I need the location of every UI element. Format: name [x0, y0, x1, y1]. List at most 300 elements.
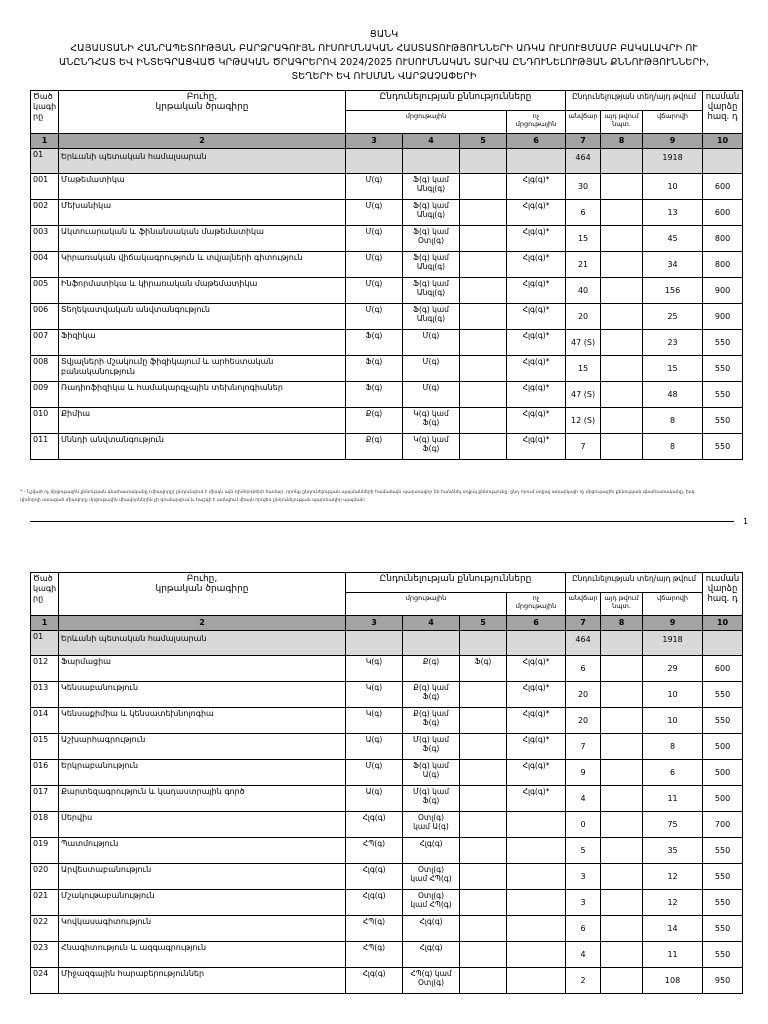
free-subset-places-cell [601, 434, 643, 460]
competitive-exam-1-cell: Կ(գ) [346, 656, 403, 682]
competitive-exam-3-cell: Ֆ(գ) [460, 656, 507, 682]
competitive-exam-1-cell: Կ(գ) [346, 708, 403, 734]
free-places-cell: 47 (S) [566, 382, 601, 408]
footnote-line-1: * - Նշված ոչ մրցութային քննության գնահատականը (միավորը) ընդունվում է միայն այն դիմորդների համար, որոնք ընդունելության պայմանների համաձայն պարտավոր են հանձնել տվյալ քննությունը, ընդ որում տվյալ առարկայի ոչ մրցութային քննության գնահատականը, իսկ [20, 490, 695, 495]
tuition-fee-cell: 550 [703, 708, 743, 734]
paid-places-cell: 11 [643, 942, 703, 968]
paid-places-cell: 12 [643, 864, 703, 890]
competitive-exam-3-cell [460, 838, 507, 864]
competitive-exam-2-cell: Ք(գ) [403, 656, 460, 682]
free-places-cell: 21 [566, 252, 601, 278]
programs-table-page-2 [30, 572, 743, 994]
university-row [31, 149, 743, 174]
competitive-exam-2-cell: Հլգ(գ) [403, 838, 460, 864]
paid-places-cell: 75 [643, 812, 703, 838]
competitive-exam-2-cell: Հլգ(գ) [403, 942, 460, 968]
program-name-cell: Սննդի անվտանգություն [59, 434, 346, 460]
program-code-cell: 004 [31, 252, 59, 278]
program-name-cell: Ինֆորմատիկա և կիրառական մաթեմատիկա [59, 278, 346, 304]
header-places: Ընդունելության տեղ/այդ թվում [566, 91, 703, 111]
university-name-cell: Երևանի պետական համալսարան [59, 149, 346, 174]
program-code-cell: 024 [31, 968, 59, 994]
free-subset-places-cell [601, 734, 643, 760]
empty-cell [403, 149, 460, 174]
tuition-fee-cell: 900 [703, 304, 743, 330]
competitive-exam-3-cell [460, 408, 507, 434]
title-line-3: ԱՆԸՆԴՀԱՏ ԵՎ ԻՆՏԵԳՐԱՑՎԱԾ ԿՐԹԱԿԱՆ ԾՐԱԳՐԵՐՈՎ 2024/2025 ՈՒՍՈՒՄՆԱԿԱՆ ՏԱՐՎԱ ԸՆԴՈՒՆԵԼՈՒԹՅԱՆ ՔՆՆՈՒԹՅՈՒՆՆԵՐԻ, [59, 57, 709, 68]
competitive-exam-3-cell [460, 682, 507, 708]
table-row [31, 786, 743, 812]
university-paid-places-cell: 1918 [643, 149, 703, 174]
column-number: 5 [460, 134, 507, 149]
program-name-cell: Կիրառական վիճակագրություն և տվյալների գիտություն [59, 252, 346, 278]
paid-places-cell: 29 [643, 656, 703, 682]
competitive-exam-3-cell [460, 942, 507, 968]
column-number: 7 [566, 134, 601, 149]
competitive-exam-2-cell: Կ(գ) կամ Ֆ(գ) [403, 408, 460, 434]
paid-places-cell: 48 [643, 382, 703, 408]
free-places-cell: 0 [566, 812, 601, 838]
program-code-cell: 001 [31, 174, 59, 200]
competitive-exam-1-cell: Մ(գ) [346, 200, 403, 226]
competitive-exam-3-cell [460, 252, 507, 278]
program-code-cell: 020 [31, 864, 59, 890]
non-competitive-exam-cell [507, 942, 566, 968]
empty-cell [703, 149, 743, 174]
empty-cell [460, 631, 507, 656]
competitive-exam-1-cell: Կ(գ) [346, 682, 403, 708]
empty-cell [601, 631, 643, 656]
tuition-fee-cell: 550 [703, 864, 743, 890]
header-free-subset: այդ թվում նպտ. [601, 111, 643, 134]
page-number: 1 [743, 517, 749, 526]
free-places-cell: 20 [566, 682, 601, 708]
free-places-cell: 5 [566, 838, 601, 864]
program-name-cell: Սերվիս [59, 812, 346, 838]
header-exams: Ընդունելության քննությունները [346, 573, 566, 593]
competitive-exam-3-cell [460, 864, 507, 890]
competitive-exam-2-cell: Ֆ(գ) կամ Օտլ(գ) [403, 226, 460, 252]
paid-places-cell: 156 [643, 278, 703, 304]
non-competitive-exam-cell [507, 968, 566, 994]
column-number: 2 [59, 616, 346, 631]
non-competitive-exam-cell: Հլգ(գ)* [507, 330, 566, 356]
table-row [31, 864, 743, 890]
program-name-cell: Ֆիզիկա [59, 330, 346, 356]
non-competitive-exam-cell: Հլգ(գ)* [507, 786, 566, 812]
column-number: 3 [346, 616, 403, 631]
footnote [20, 489, 745, 505]
competitive-exam-2-cell: Ֆ(գ) կամ Ա(գ) [403, 760, 460, 786]
tuition-fee-cell: 600 [703, 656, 743, 682]
competitive-exam-2-cell: Ք(գ) կամ Ֆ(գ) [403, 708, 460, 734]
competitive-exam-1-cell: Հլգ(գ) [346, 864, 403, 890]
table-row [31, 226, 743, 252]
competitive-exam-1-cell: Մ(գ) [346, 304, 403, 330]
free-places-cell: 2 [566, 968, 601, 994]
header-non-competitive: ոչ մրցութային [507, 111, 566, 134]
program-code-cell: 015 [31, 734, 59, 760]
competitive-exam-3-cell [460, 734, 507, 760]
program-code-cell: 018 [31, 812, 59, 838]
competitive-exam-2-cell: Կ(գ) կամ Ֆ(գ) [403, 434, 460, 460]
program-name-cell: Արվեստաբանություն [59, 864, 346, 890]
competitive-exam-1-cell: Ա(գ) [346, 734, 403, 760]
university-code-cell: 01 [31, 149, 59, 174]
competitive-exam-2-cell: Մ(գ) [403, 382, 460, 408]
competitive-exam-1-cell: ՀՊ(գ) [346, 916, 403, 942]
free-subset-places-cell [601, 942, 643, 968]
program-name-cell: Մեխանիկա [59, 200, 346, 226]
paid-places-cell: 10 [643, 682, 703, 708]
program-code-cell: 017 [31, 786, 59, 812]
page-divider [30, 521, 734, 522]
program-name-cell: Քարտեզագրություն և կադաստրային գործ [59, 786, 346, 812]
free-subset-places-cell [601, 200, 643, 226]
competitive-exam-1-cell: Ֆ(գ) [346, 382, 403, 408]
non-competitive-exam-cell: Հլգ(գ)* [507, 734, 566, 760]
tuition-fee-cell: 700 [703, 812, 743, 838]
program-name-cell: Տեղեկատվական անվտանգություն [59, 304, 346, 330]
column-number: 10 [703, 134, 743, 149]
competitive-exam-3-cell [460, 304, 507, 330]
competitive-exam-3-cell [460, 200, 507, 226]
paid-places-cell: 8 [643, 408, 703, 434]
free-subset-places-cell [601, 916, 643, 942]
table-row [31, 682, 743, 708]
non-competitive-exam-cell [507, 864, 566, 890]
free-subset-places-cell [601, 838, 643, 864]
non-competitive-exam-cell: Հլգ(գ)* [507, 708, 566, 734]
competitive-exam-1-cell: Ֆ(գ) [346, 356, 403, 382]
competitive-exam-2-cell: ՀՊ(գ) կամ Օտլ(գ) [403, 968, 460, 994]
free-subset-places-cell [601, 968, 643, 994]
competitive-exam-1-cell: Մ(գ) [346, 278, 403, 304]
header-fee: ուսման վարձը հազ. դ [703, 91, 743, 134]
table-row [31, 734, 743, 760]
free-places-cell: 6 [566, 916, 601, 942]
empty-cell [601, 149, 643, 174]
program-name-cell: Մշակութաբանություն [59, 890, 346, 916]
empty-cell [346, 149, 403, 174]
free-subset-places-cell [601, 656, 643, 682]
tuition-fee-cell: 500 [703, 760, 743, 786]
programs-table-body [31, 631, 743, 994]
free-places-cell: 20 [566, 304, 601, 330]
free-subset-places-cell [601, 226, 643, 252]
program-code-cell: 003 [31, 226, 59, 252]
free-places-cell: 3 [566, 864, 601, 890]
free-places-cell: 4 [566, 786, 601, 812]
program-code-cell: 005 [31, 278, 59, 304]
free-places-cell: 9 [566, 760, 601, 786]
tuition-fee-cell: 550 [703, 356, 743, 382]
competitive-exam-3-cell [460, 760, 507, 786]
university-paid-places-cell: 1918 [643, 631, 703, 656]
tuition-fee-cell: 550 [703, 942, 743, 968]
non-competitive-exam-cell: Հլգ(գ)* [507, 434, 566, 460]
table-row [31, 408, 743, 434]
competitive-exam-3-cell [460, 226, 507, 252]
empty-cell [703, 631, 743, 656]
table-row [31, 812, 743, 838]
empty-cell [346, 631, 403, 656]
competitive-exam-3-cell [460, 916, 507, 942]
empty-cell [507, 149, 566, 174]
paid-places-cell: 12 [643, 890, 703, 916]
competitive-exam-2-cell: Ք(գ) կամ Ֆ(գ) [403, 682, 460, 708]
program-code-cell: 011 [31, 434, 59, 460]
paid-places-cell: 6 [643, 760, 703, 786]
free-subset-places-cell [601, 330, 643, 356]
free-subset-places-cell [601, 174, 643, 200]
program-code-cell: 006 [31, 304, 59, 330]
programs-table-body [31, 149, 743, 460]
competitive-exam-3-cell [460, 812, 507, 838]
university-name-cell: Երևանի պետական համալսարան [59, 631, 346, 656]
column-number: 9 [643, 616, 703, 631]
competitive-exam-1-cell: Ա(գ) [346, 786, 403, 812]
tuition-fee-cell: 500 [703, 734, 743, 760]
free-places-cell: 6 [566, 656, 601, 682]
paid-places-cell: 8 [643, 734, 703, 760]
free-places-cell: 3 [566, 890, 601, 916]
free-places-cell: 20 [566, 708, 601, 734]
header-free-subset: այդ թվում նպտ. [601, 593, 643, 616]
free-places-cell: 47 (S) [566, 330, 601, 356]
free-subset-places-cell [601, 278, 643, 304]
competitive-exam-1-cell: Հլգ(գ) [346, 968, 403, 994]
program-code-cell: 010 [31, 408, 59, 434]
paid-places-cell: 11 [643, 786, 703, 812]
competitive-exam-2-cell: Ֆ(գ) կամ Անգլ(գ) [403, 252, 460, 278]
table-row [31, 200, 743, 226]
empty-cell [460, 149, 507, 174]
program-code-cell: 013 [31, 682, 59, 708]
programs-table-page-1 [30, 90, 743, 460]
column-number: 7 [566, 616, 601, 631]
column-number: 6 [507, 134, 566, 149]
free-subset-places-cell [601, 408, 643, 434]
free-places-cell: 7 [566, 434, 601, 460]
column-number: 8 [601, 616, 643, 631]
table-row [31, 968, 743, 994]
free-subset-places-cell [601, 252, 643, 278]
program-name-cell: Միջազգային հարաբերություններ [59, 968, 346, 994]
tuition-fee-cell: 550 [703, 382, 743, 408]
header-program: Բուհը, կրթական ծրագիրը [59, 573, 346, 616]
program-code-cell: 009 [31, 382, 59, 408]
free-subset-places-cell [601, 812, 643, 838]
table-row [31, 916, 743, 942]
non-competitive-exam-cell: Հլգ(գ)* [507, 278, 566, 304]
non-competitive-exam-cell [507, 838, 566, 864]
free-places-cell: 6 [566, 200, 601, 226]
program-name-cell: Երկրաբանություն [59, 760, 346, 786]
non-competitive-exam-cell [507, 890, 566, 916]
competitive-exam-3-cell [460, 434, 507, 460]
tuition-fee-cell: 550 [703, 682, 743, 708]
header-code: Ծած կագի րը [31, 573, 59, 616]
competitive-exam-2-cell: Օտլ(գ) կամ ՀՊ(գ) [403, 890, 460, 916]
competitive-exam-1-cell: ՀՊ(գ) [346, 838, 403, 864]
competitive-exam-1-cell: Ք(գ) [346, 408, 403, 434]
competitive-exam-1-cell: Հլգ(գ) [346, 890, 403, 916]
free-subset-places-cell [601, 356, 643, 382]
footnote-line-2: դիմորդի ստացած միավորը մրցութային միավորներին չի գումարվում և հաշվի է առնվում միայն որպես ընդունելության պարտադիր պայման: [20, 498, 366, 503]
competitive-exam-2-cell: Մ(գ) [403, 330, 460, 356]
non-competitive-exam-cell [507, 812, 566, 838]
paid-places-cell: 25 [643, 304, 703, 330]
tuition-fee-cell: 600 [703, 174, 743, 200]
paid-places-cell: 8 [643, 434, 703, 460]
program-name-cell: Ռադիոֆիզիկա և համակարգչային տեխնոլոգիաներ [59, 382, 346, 408]
non-competitive-exam-cell: Հլգ(գ)* [507, 656, 566, 682]
non-competitive-exam-cell: Հլգ(գ)* [507, 200, 566, 226]
program-code-cell: 014 [31, 708, 59, 734]
university-free-places-cell: 464 [566, 631, 601, 656]
competitive-exam-2-cell: Հլգ(գ) [403, 916, 460, 942]
paid-places-cell: 10 [643, 708, 703, 734]
program-name-cell: Աշխարհագրություն [59, 734, 346, 760]
non-competitive-exam-cell: Հլգ(գ)* [507, 226, 566, 252]
paid-places-cell: 45 [643, 226, 703, 252]
competitive-exam-3-cell [460, 708, 507, 734]
competitive-exam-2-cell: Օտլ(գ) կամ ՀՊ(գ) [403, 864, 460, 890]
free-places-cell: 7 [566, 734, 601, 760]
free-subset-places-cell [601, 382, 643, 408]
competitive-exam-2-cell: Մ(գ) կամ Ֆ(գ) [403, 786, 460, 812]
competitive-exam-3-cell [460, 382, 507, 408]
competitive-exam-3-cell [460, 174, 507, 200]
program-name-cell: Ֆարմացիա [59, 656, 346, 682]
competitive-exam-1-cell: Հլգ(գ) [346, 812, 403, 838]
free-places-cell: 30 [566, 174, 601, 200]
header-paid: վճարովի [643, 111, 703, 134]
paid-places-cell: 15 [643, 356, 703, 382]
paid-places-cell: 13 [643, 200, 703, 226]
tuition-fee-cell: 800 [703, 252, 743, 278]
tuition-fee-cell: 900 [703, 278, 743, 304]
free-subset-places-cell [601, 708, 643, 734]
competitive-exam-3-cell [460, 356, 507, 382]
column-number: 6 [507, 616, 566, 631]
free-places-cell: 12 (S) [566, 408, 601, 434]
title-line-1: ՑԱՆԿ [369, 29, 399, 40]
table-row [31, 656, 743, 682]
tuition-fee-cell: 550 [703, 916, 743, 942]
non-competitive-exam-cell: Հլգ(գ)* [507, 174, 566, 200]
table-row [31, 252, 743, 278]
column-number: 3 [346, 134, 403, 149]
competitive-exam-3-cell [460, 786, 507, 812]
program-name-cell: Կենսաբանություն [59, 682, 346, 708]
competitive-exam-2-cell: Ֆ(գ) կամ Անգլ(գ) [403, 278, 460, 304]
university-code-cell: 01 [31, 631, 59, 656]
header-competitive: մրցութային [346, 593, 507, 616]
header-paid: վճարովի [643, 593, 703, 616]
competitive-exam-2-cell: Մ(գ) [403, 356, 460, 382]
column-number: 4 [403, 134, 460, 149]
program-code-cell: 021 [31, 890, 59, 916]
paid-places-cell: 35 [643, 838, 703, 864]
non-competitive-exam-cell: Հլգ(գ)* [507, 682, 566, 708]
header-non-competitive: ոչ մրցութային [507, 593, 566, 616]
program-name-cell: Պատմություն [59, 838, 346, 864]
tuition-fee-cell: 600 [703, 200, 743, 226]
paid-places-cell: 108 [643, 968, 703, 994]
free-places-cell: 4 [566, 942, 601, 968]
non-competitive-exam-cell [507, 916, 566, 942]
table-row [31, 382, 743, 408]
program-code-cell: 019 [31, 838, 59, 864]
program-code-cell: 008 [31, 356, 59, 382]
non-competitive-exam-cell: Հլգ(գ)* [507, 408, 566, 434]
column-number: 10 [703, 616, 743, 631]
free-subset-places-cell [601, 304, 643, 330]
table-row [31, 708, 743, 734]
free-subset-places-cell [601, 890, 643, 916]
competitive-exam-2-cell: Մ(գ) կամ Ֆ(գ) [403, 734, 460, 760]
table-row [31, 356, 743, 382]
program-name-cell: Մաթեմատիկա [59, 174, 346, 200]
program-code-cell: 023 [31, 942, 59, 968]
program-code-cell: 016 [31, 760, 59, 786]
program-name-cell: Ակտուարական և ֆինանսական մաթեմատիկա [59, 226, 346, 252]
program-code-cell: 022 [31, 916, 59, 942]
paid-places-cell: 14 [643, 916, 703, 942]
empty-cell [403, 631, 460, 656]
free-places-cell: 15 [566, 356, 601, 382]
table-row [31, 838, 743, 864]
non-competitive-exam-cell: Հլգ(գ)* [507, 760, 566, 786]
table-row [31, 174, 743, 200]
free-subset-places-cell [601, 682, 643, 708]
university-row [31, 631, 743, 656]
tuition-fee-cell: 550 [703, 434, 743, 460]
column-number: 4 [403, 616, 460, 631]
competitive-exam-2-cell: Ֆ(գ) կամ Անգլ(գ) [403, 200, 460, 226]
program-code-cell: 007 [31, 330, 59, 356]
tuition-fee-cell: 550 [703, 408, 743, 434]
tuition-fee-cell: 550 [703, 330, 743, 356]
table-row [31, 278, 743, 304]
competitive-exam-3-cell [460, 890, 507, 916]
header-free: անվճար [566, 111, 601, 134]
non-competitive-exam-cell: Հլգ(գ)* [507, 356, 566, 382]
column-number: 1 [31, 134, 59, 149]
header-free: անվճար [566, 593, 601, 616]
program-name-cell: Կենսաքիմիա և կենսատեխնոլոգիա [59, 708, 346, 734]
header-places: Ընդունելության տեղ/այդ թվում [566, 573, 703, 593]
university-free-places-cell: 464 [566, 149, 601, 174]
paid-places-cell: 23 [643, 330, 703, 356]
title-line-4: ՏԵՂԵՐԻ ԵՎ ՈՒՍՄԱՆ ՎԱՐՁԱՉԱՓԵՐԻ [291, 71, 477, 82]
program-name-cell: Տվյալների մշակումը ֆիզիկայում և արհեստական բանականություն [59, 356, 346, 382]
tuition-fee-cell: 800 [703, 226, 743, 252]
header-competitive: մրցութային [346, 111, 507, 134]
program-name-cell: Կովկասագիտություն [59, 916, 346, 942]
competitive-exam-2-cell: Օտլ(գ) կամ Ա(գ) [403, 812, 460, 838]
competitive-exam-3-cell [460, 968, 507, 994]
table-row [31, 942, 743, 968]
tuition-fee-cell: 500 [703, 786, 743, 812]
free-subset-places-cell [601, 760, 643, 786]
competitive-exam-1-cell: ՀՊ(գ) [346, 942, 403, 968]
competitive-exam-1-cell: Ք(գ) [346, 434, 403, 460]
column-number: 2 [59, 134, 346, 149]
table-row [31, 890, 743, 916]
